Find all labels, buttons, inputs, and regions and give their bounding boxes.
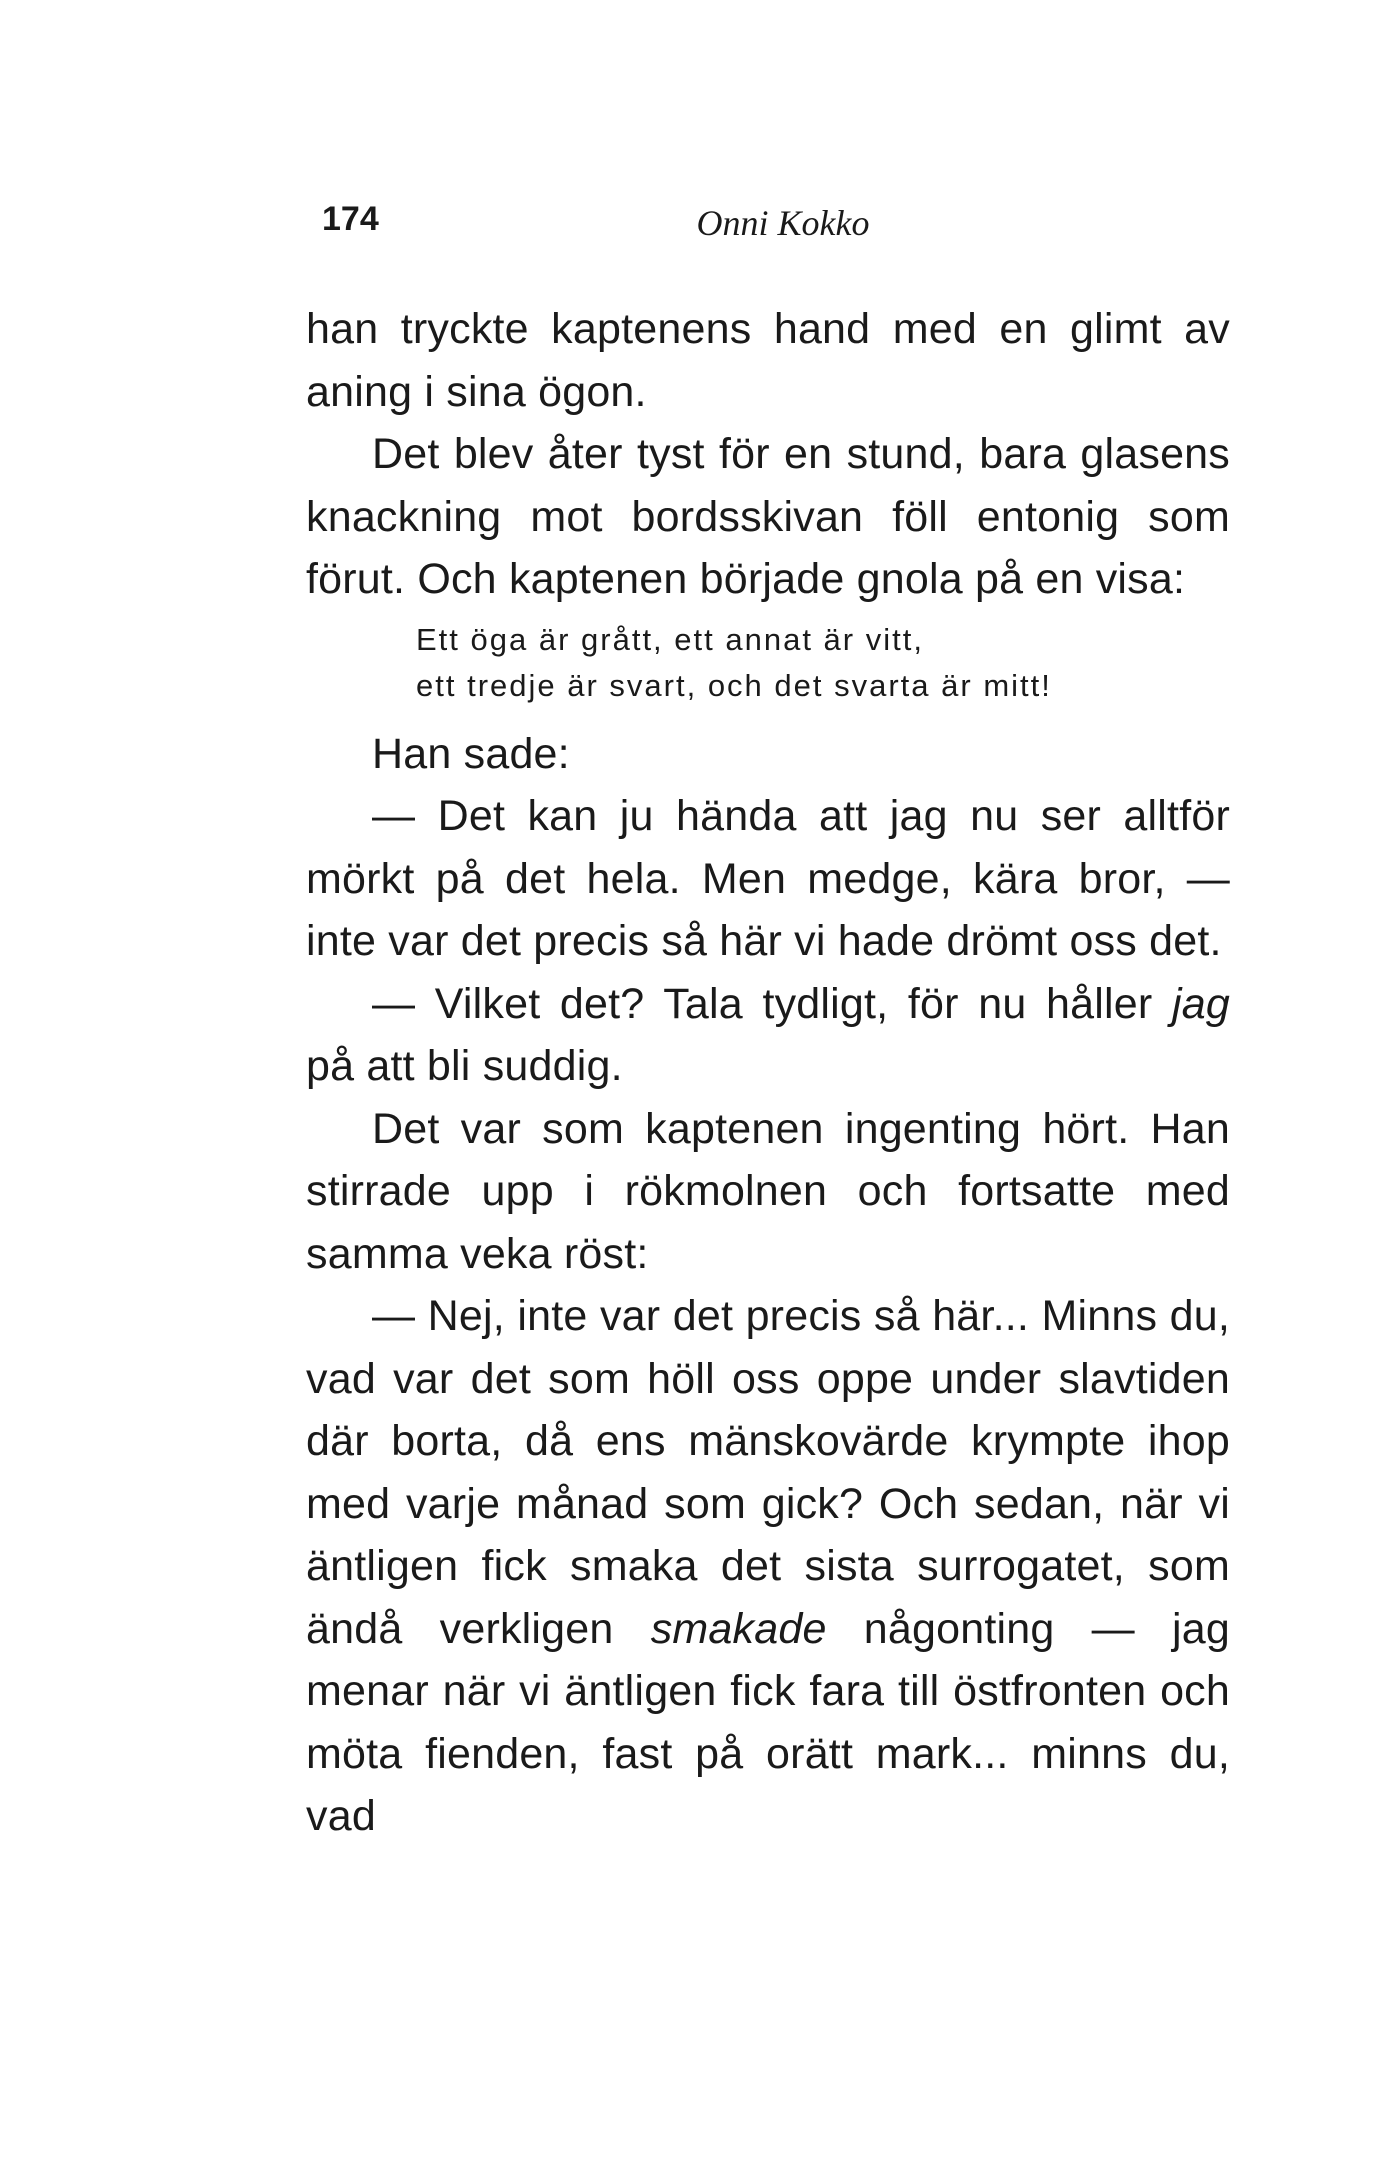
book-page bbox=[306, 190, 1230, 1848]
verse-line: ett tredje är svart, och det svarta är mitt! bbox=[416, 667, 1052, 703]
paragraph bbox=[306, 1285, 1230, 1848]
paragraph: — Det kan ju hända att jag nu ser alltför mörkt på det hela. Men medge, kära bror, — inte var det precis så här vi hade drömt oss det. bbox=[306, 792, 1230, 965]
paragraph: han tryckte kaptenens hand med en glimt av aning i sina ögon. bbox=[306, 305, 1230, 416]
paragraph-text: någonting — jag menar när vi äntligen fick fara till östfronten och möta fienden, fast på orätt mark... minns du, vad bbox=[306, 1604, 1231, 1840]
emphasized-word: smakade bbox=[650, 1604, 827, 1653]
body-text bbox=[306, 298, 1230, 1848]
running-title: Onni Kokko bbox=[696, 203, 870, 243]
emphasized-word: jag bbox=[1172, 979, 1230, 1028]
page-number: 174 bbox=[322, 200, 379, 238]
paragraph: Det blev åter tyst för en stund, bara glasens knackning mot bordsskivan föll entonig som förut. Och kaptenen började gnola på en visa: bbox=[306, 430, 1230, 603]
paragraph-text: — Nej, inte var det precis så här... Minns du, vad var det som höll oss oppe under slavtiden där borta, då ens mänskovärde krympte ihop med varje månad som gick? Och sedan, när vi äntligen fick smaka det sista surrogatet, som ändå verkligen bbox=[306, 1292, 1230, 1653]
paragraph: Han sade: bbox=[372, 729, 570, 778]
paragraph-text: på att bli suddig. bbox=[306, 1042, 623, 1090]
verse-line: Ett öga är grått, ett annat är vitt, bbox=[416, 621, 924, 657]
paragraph-text: — Vilket det? Tala tydligt, för nu håller bbox=[372, 979, 1173, 1028]
verse-quote bbox=[416, 617, 1230, 709]
paragraph: Det var som kaptenen ingenting hört. Han stirrade upp i rökmolnen och fortsatte med samma veka röst: bbox=[306, 1104, 1230, 1278]
paragraph bbox=[306, 973, 1230, 1098]
page-header bbox=[306, 190, 1230, 260]
